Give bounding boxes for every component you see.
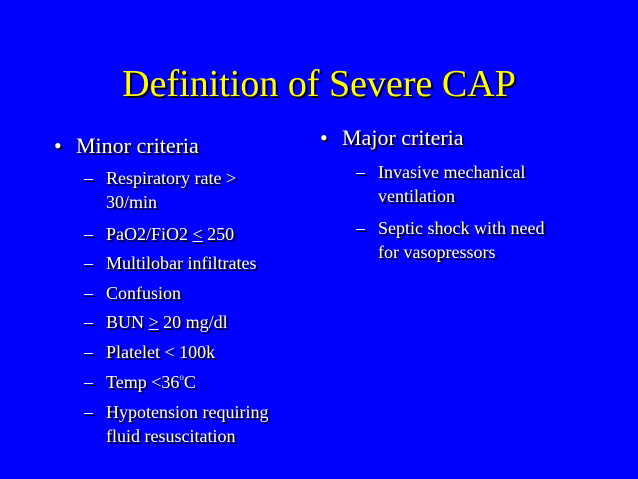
dash-glyph: – <box>84 402 93 422</box>
major-criteria-heading: • Major criteria <box>320 125 464 150</box>
minor-item-platelet: – Platelet < 100k <box>84 342 216 362</box>
bullet-glyph: • <box>54 133 62 158</box>
dash-glyph: – <box>356 162 365 182</box>
minor-item-confusion: – Confusion <box>84 283 182 303</box>
minor-item-temp: – Temp $<36^oC$ <box>84 372 196 392</box>
minor-item-multilobar: – Multilobar infiltrates <box>84 253 257 273</box>
minor-criteria-heading: • Minor criteria <box>54 133 199 158</box>
slide-title: Definition of Severe CAP <box>122 63 516 105</box>
dash-glyph: – <box>84 253 93 273</box>
minor-item-respiratory-rate: – Respiratory rate > 30/min <box>84 168 237 212</box>
minor-item-pao2-fio2: – PaO2/FiO2 < 250 <box>84 224 235 244</box>
major-item-ventilation: – Invasive mechanical ventilation <box>356 162 526 206</box>
dash-glyph: – <box>84 342 93 362</box>
minor-item-bun: – BUN > 20 mg/dl <box>84 312 228 332</box>
dash-glyph: – <box>84 224 93 244</box>
dash-glyph: – <box>356 218 365 238</box>
major-item-septic-shock: – Septic shock with need for vasopressors <box>356 218 545 262</box>
bullet-glyph: • <box>320 125 328 150</box>
dash-glyph: – <box>84 372 93 392</box>
dash-glyph: – <box>84 312 93 332</box>
dash-glyph: – <box>84 283 93 303</box>
dash-glyph: – <box>84 168 93 188</box>
minor-item-hypotension: – Hypotension requiring fluid resuscitation <box>84 402 269 446</box>
